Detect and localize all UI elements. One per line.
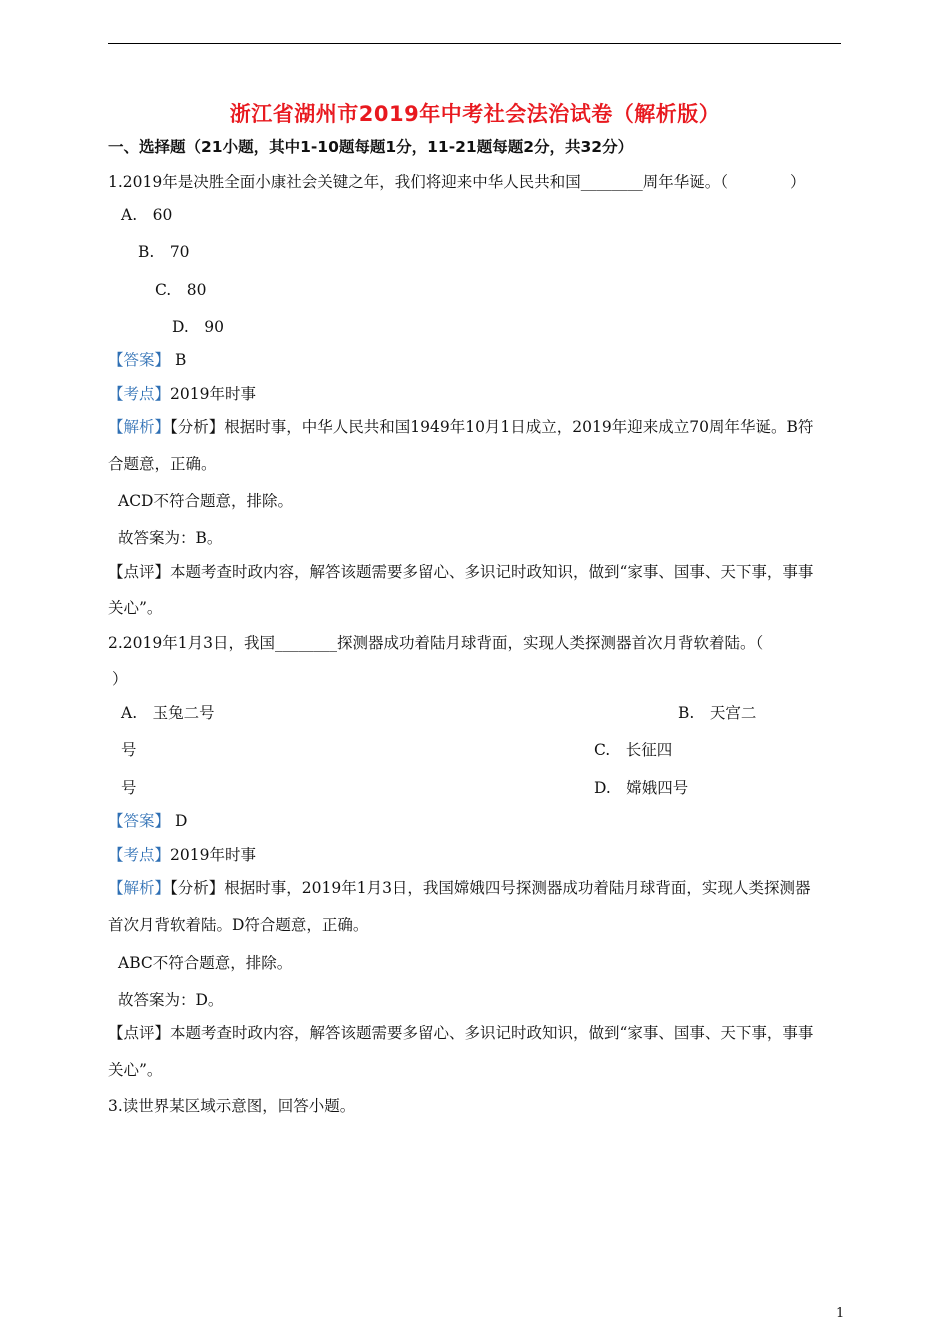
q2-comment-line2: 关心”。 xyxy=(108,1061,163,1079)
q1-answer: B xyxy=(174,351,187,369)
q1-option-c: C. 80 xyxy=(155,281,207,299)
q1-analysis-text: 【分析】根据时事，中华人民共和国1949年10月1日成立，2019年迎来成立70周年华诞。B符 xyxy=(170,418,814,436)
point-tag: 【考点】 xyxy=(108,385,171,403)
q1-analysis-line1 xyxy=(108,417,813,437)
q2-comment-line1: 【点评】本题考查时政内容，解答该题需要多留心、多识记时政知识，做到“家事、国事、天下事，事事 xyxy=(108,1024,814,1042)
point-tag: 【考点】 xyxy=(108,846,171,864)
document-title: 浙江省湖州市2019年中考社会法治试卷（解析版） xyxy=(229,102,721,126)
section-heading: 一、选择题（21小题，其中1-10题每题1分，11-21题每题2分，共32分） xyxy=(108,138,634,156)
answer-tag: 【答案】 xyxy=(108,351,171,369)
header-rule xyxy=(108,43,841,44)
analysis-tag: 【解析】 xyxy=(108,879,171,897)
q2-option-c-continued: 号 xyxy=(121,779,137,797)
q2-option-c: C. 长征四 xyxy=(594,741,673,759)
q2-point: 2019年时事 xyxy=(170,846,256,864)
q2-analysis-line3: ABC不符合题意，排除。 xyxy=(118,954,293,972)
q2-answer-line xyxy=(108,811,187,831)
q2-stem-line2: ） xyxy=(112,670,128,688)
q2-option-b: B. 天宫二 xyxy=(678,704,757,722)
q2-option-a: A. 玉兔二号 xyxy=(121,704,215,722)
q2-analysis-line2: 首次月背软着陆。D符合题意，正确。 xyxy=(108,916,369,934)
q1-point: 2019年时事 xyxy=(170,385,256,403)
q1-option-a: A. 60 xyxy=(121,206,173,224)
q1-comment-line1: 【点评】本题考查时政内容，解答该题需要多留心、多识记时政知识，做到“家事、国事、天下事，事事 xyxy=(108,563,814,581)
answer-tag: 【答案】 xyxy=(108,812,171,830)
page-number: 1 xyxy=(836,1306,845,1321)
q1-stem: 1.2019年是决胜全面小康社会关键之年，我们将迎来中华人民共和国________周年华诞。（ ） xyxy=(108,173,806,191)
q2-option-b-continued: 号 xyxy=(121,741,137,759)
q1-comment-line2: 关心”。 xyxy=(108,599,163,617)
q2-analysis-line1 xyxy=(108,878,810,898)
q1-option-b: B. 70 xyxy=(138,243,190,261)
q1-analysis-line3: ACD不符合题意，排除。 xyxy=(118,492,293,510)
q1-analysis-line2: 合题意，正确。 xyxy=(108,455,217,473)
q2-point-line xyxy=(108,845,256,865)
q2-answer: D xyxy=(174,812,188,830)
q1-analysis-line4: 故答案为：B。 xyxy=(118,529,223,547)
q2-analysis-text: 【分析】根据时事，2019年1月3日，我国嫦娥四号探测器成功着陆月球背面，实现人类探测器 xyxy=(170,879,811,897)
q3-stem: 3.读世界某区域示意图，回答小题。 xyxy=(108,1097,356,1115)
q1-option-d: D. 90 xyxy=(172,318,225,336)
q2-option-d: D. 嫦娥四号 xyxy=(594,779,689,797)
q2-analysis-line4: 故答案为：D。 xyxy=(118,991,224,1009)
q1-point-line xyxy=(108,384,256,404)
analysis-tag: 【解析】 xyxy=(108,418,171,436)
q2-stem-line1: 2.2019年1月3日，我国________探测器成功着陆月球背面，实现人类探测器首次月背软着陆。（ xyxy=(108,634,764,652)
q1-answer-line xyxy=(108,350,186,370)
